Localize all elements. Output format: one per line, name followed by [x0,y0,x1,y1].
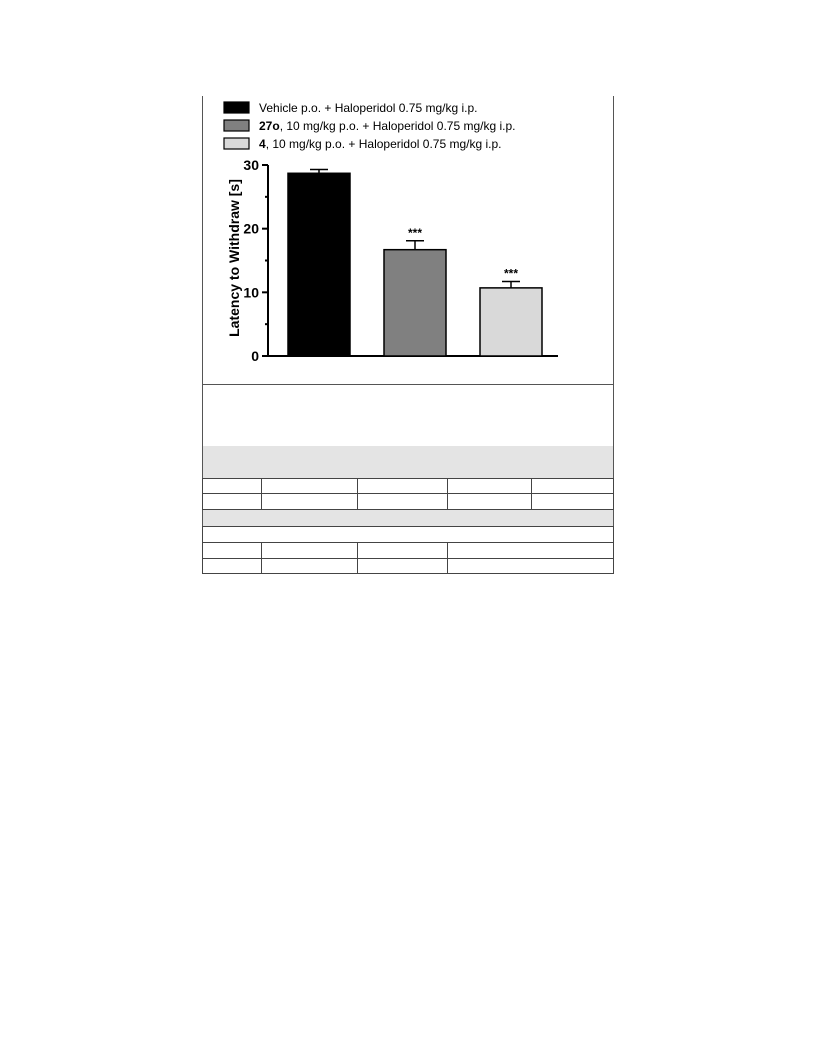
y-axis-label: Latency to Withdraw [s] [226,179,242,337]
y-tick-label: 30 [243,157,259,173]
table-cell [447,493,532,510]
table-cell [261,493,358,510]
table-cell [357,542,448,559]
legend [224,101,516,151]
table-cell [202,478,262,494]
caption-area [203,385,613,446]
table-cell [261,478,358,494]
table-cell [261,542,358,559]
legend-label: 4, 10 mg/kg p.o. + Haloperidol 0.75 mg/kg i.p. [259,137,502,151]
table-cell [447,542,614,559]
table-row [202,478,614,494]
table-cell [202,542,262,559]
legend-label: 27o, 10 mg/kg p.o. + Haloperidol 0.75 mg/kg i.p. [259,119,516,133]
table-cell [202,558,262,574]
y-tick-label: 10 [243,284,259,301]
table-row [202,526,614,543]
bar [384,250,446,356]
table-cell [357,478,448,494]
significance-label: *** [407,225,423,240]
bar-chart [202,96,614,386]
y-tick-label: 0 [251,348,259,364]
table-cell [357,493,448,510]
table-cell [202,526,614,543]
table-row [202,542,614,559]
legend-swatch [224,102,249,113]
table-header-band [203,446,613,478]
table-section-band [203,510,613,526]
legend-swatch [224,138,249,149]
significance-label: *** [503,266,519,281]
bar [288,173,350,356]
table-cell [531,478,614,494]
y-tick-label: 20 [243,220,259,237]
legend-label: Vehicle p.o. + Haloperidol 0.75 mg/kg i.p. [259,101,478,115]
table-cell [447,558,614,574]
legend-swatch [224,120,249,131]
table-cell [357,558,448,574]
bars [288,169,542,356]
table-cell [447,478,532,494]
figure-frame [202,96,614,574]
table-cell [531,493,614,510]
table-cell [261,558,358,574]
table-cell [202,493,262,510]
bar [480,288,542,356]
table-row [202,493,614,510]
table-row [202,558,614,574]
